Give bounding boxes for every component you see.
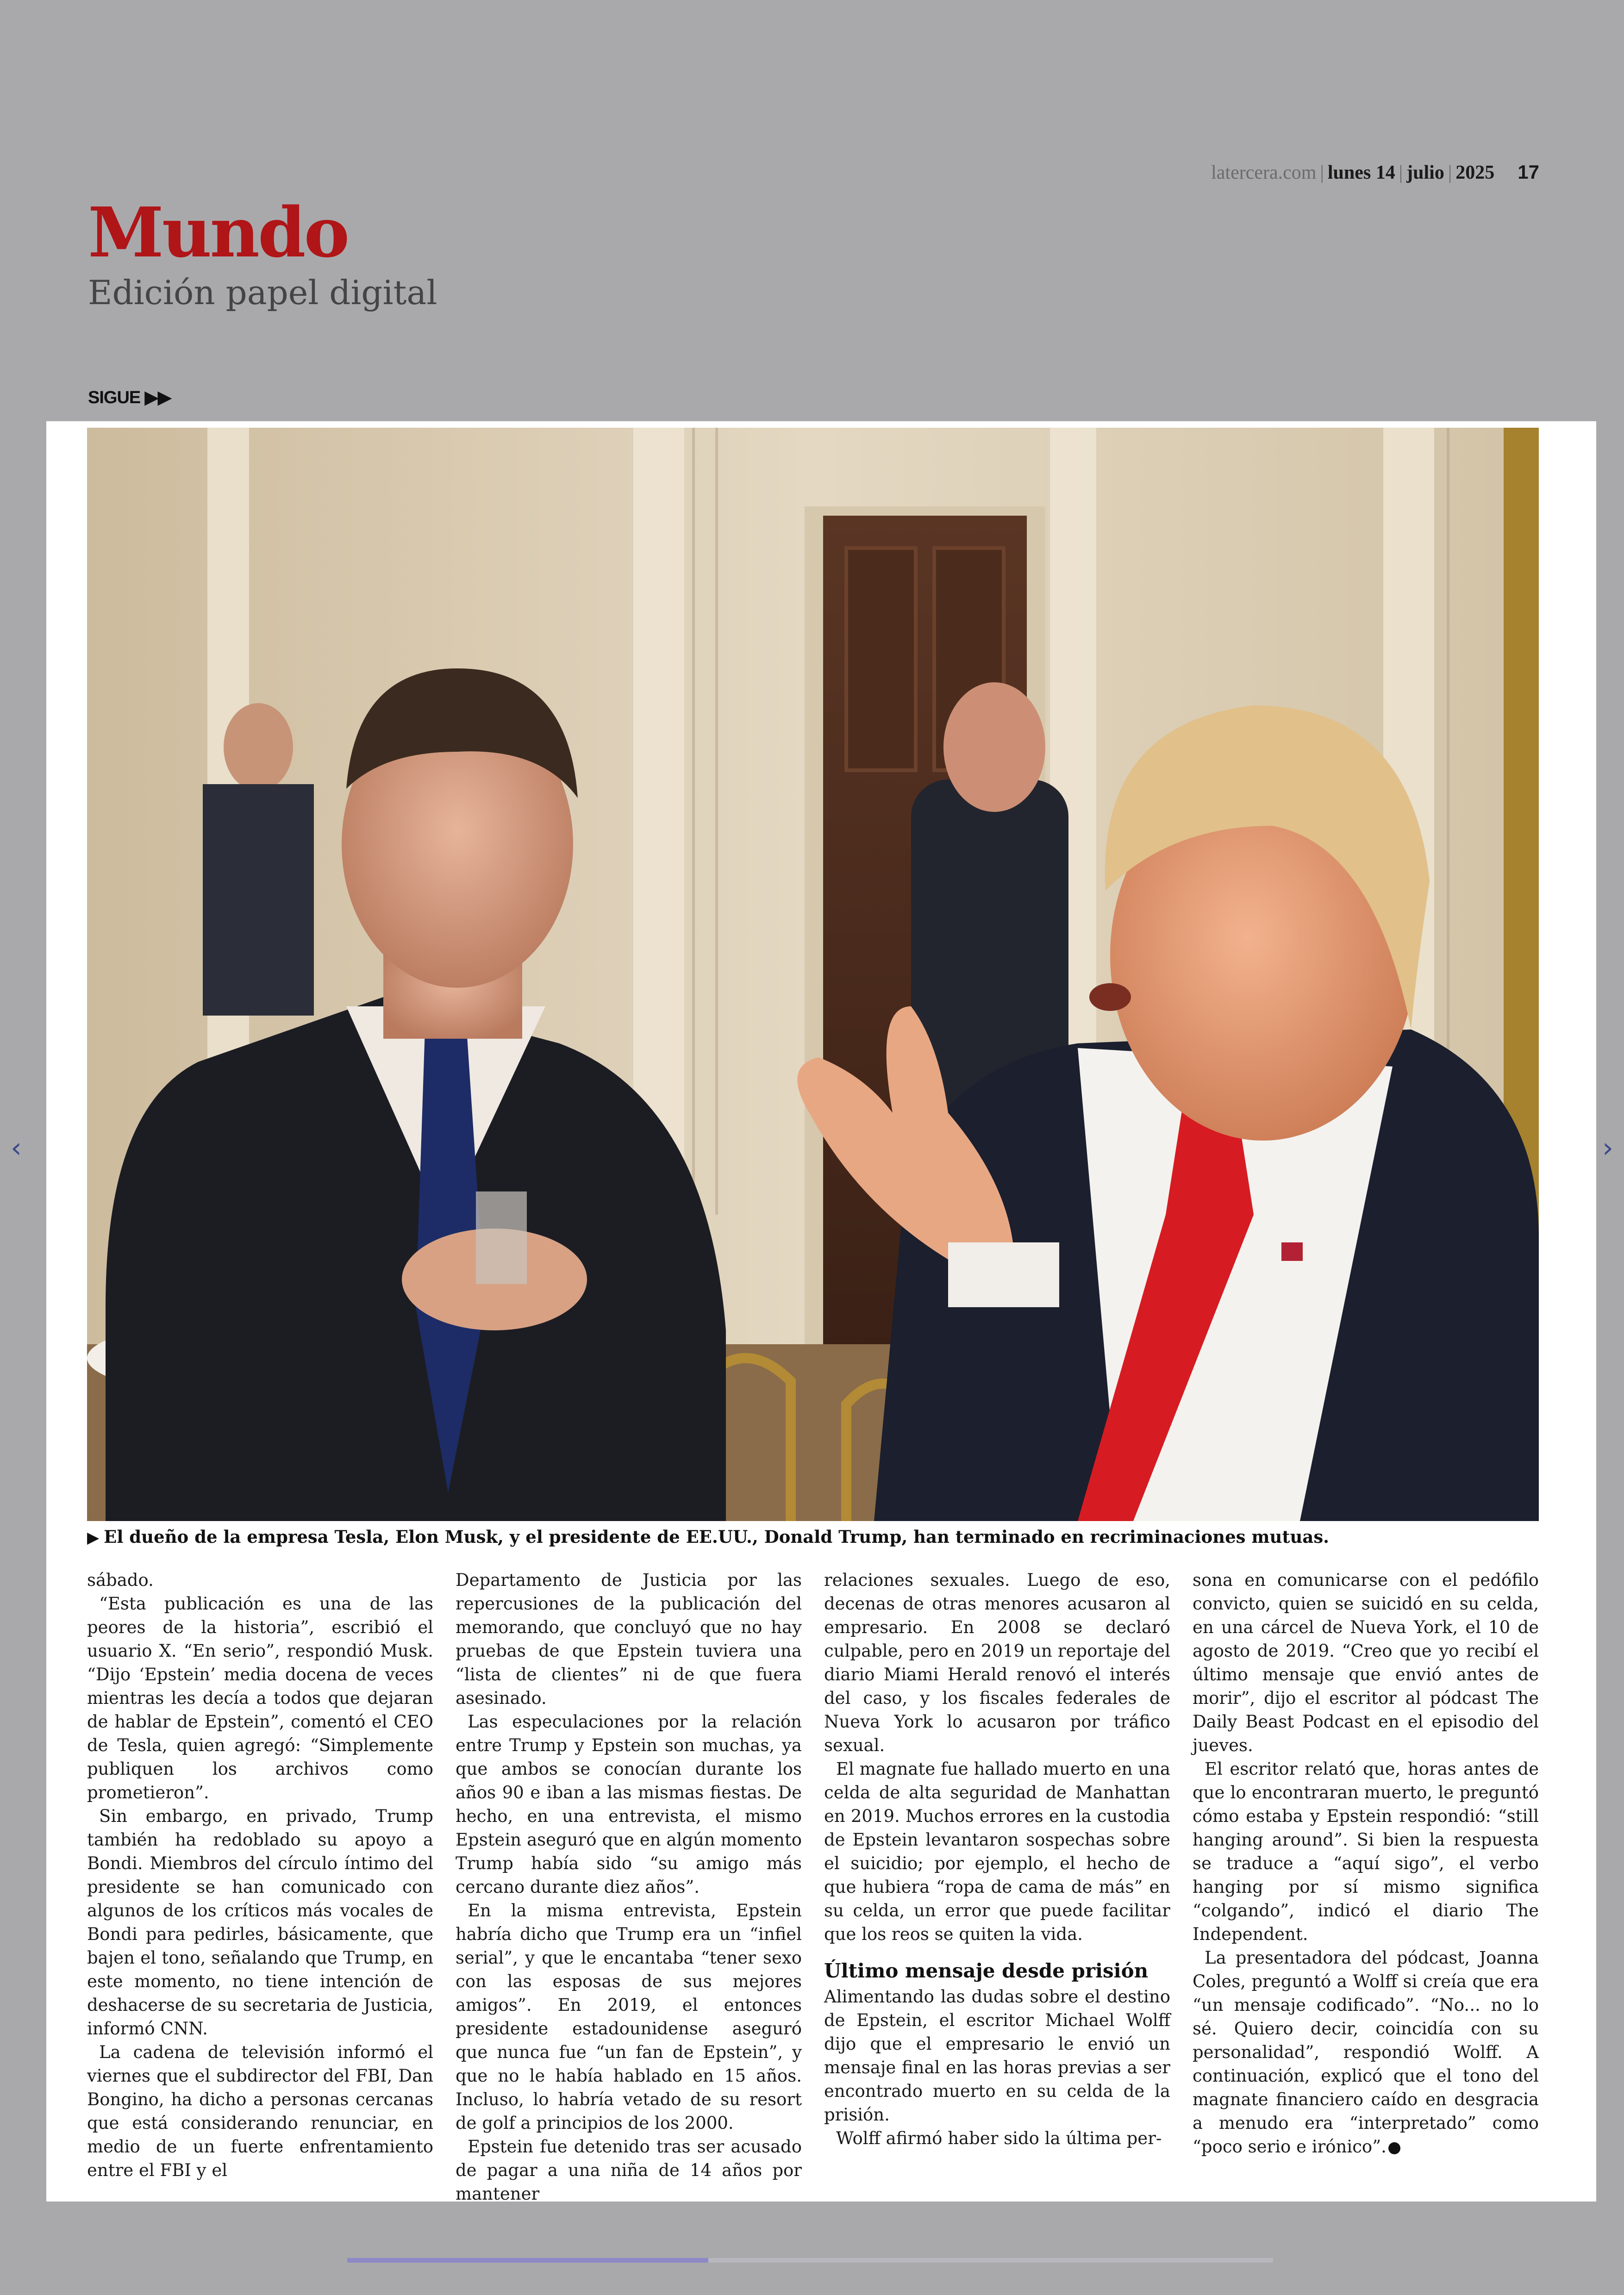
paragraph: Epstein fue detenido tras ser acusado de pagar a una niña de 14 años por mantener xyxy=(456,2137,802,2204)
previous-page-button[interactable] xyxy=(2,1129,30,1166)
article-column-4 xyxy=(1193,1568,1539,2206)
photo-illustration xyxy=(87,428,1539,1521)
section-subtitle: Edición papel digital xyxy=(88,273,437,312)
page-header-dateline: latercera.com | lunes 14 | julio | 2025 17 xyxy=(1211,161,1539,183)
header-day: lunes 14 xyxy=(1327,162,1395,183)
article-column-3 xyxy=(824,1568,1170,2206)
paragraph: Wolff afirmó haber sido la última per- xyxy=(836,2128,1162,2148)
subheading: Último mensaje desde prisión xyxy=(824,1959,1149,1982)
reading-progress-bar[interactable] xyxy=(347,2258,1273,2263)
paragraph: En la misma entrevista, Epstein habría dicho que Trump era un “infiel serial”, y que le encantaba “tener sexo con las esposas de sus mejores amigos”. En 2019, el entonces presidente estadounidense aseguró que nunca fue “un fan de Epstein”, y que no le había hablado en 15 años. Incluso, lo habría vetado de su resort de golf a principios de los 2000. xyxy=(456,1901,802,2133)
newspaper-page xyxy=(46,421,1596,2204)
photo-caption xyxy=(87,1527,1559,1547)
paragraph: “Esta publicación es una de las peores de la historia”, escribió el usuario X. “En serio”, respondió Musk. “Dijo ‘Epstein’ media docena de veces mientras les decía a todos que dejaran de hablar de Epstein”, comentó el CEO de Tesla, quien agregó: “Simplemente publiquen los archivos como prometieron”. xyxy=(87,1594,433,1802)
chevron-right-icon: › xyxy=(1602,1132,1613,1164)
caption-triangle-icon: ▶ xyxy=(87,1528,100,1547)
paragraph: Alimentando las dudas sobre el destino de Epstein, el escritor Michael Wolff dijo que el empresario le envió un mensaje final en las horas previas a ser encontrado muerto en su celda de la prisión. xyxy=(824,1987,1170,2125)
header-month: julio xyxy=(1406,162,1444,183)
paragraph: La cadena de televisión informó el viernes que el subdirector del FBI, Dan Bongino, ha dicho a personas cercanas que está considerando renunciar, en medio de un fuerte enfrentamiento entre el FBI y el xyxy=(87,2042,433,2180)
paragraph: Las especulaciones por la relación entre Trump y Epstein son muchas, ya que ambos se conocían durante los años 90 e iban a las mismas fiestas. De hecho, en una entrevista, el mismo Epstein aseguró que en algún momento Trump había sido “su amigo más cercano durante diez años”. xyxy=(456,1712,802,1897)
article-column-2 xyxy=(456,1568,802,2206)
paragraph: Departamento de Justicia por las repercusiones de la publicación del memorando, que concluyó que no hay pruebas de que Epstein tuviera una “lista de clientes” ni de que fuera asesinado. xyxy=(456,1570,802,1708)
paragraph: sábado. xyxy=(87,1570,154,1590)
header-year: 2025 xyxy=(1455,162,1495,183)
paragraph xyxy=(1193,1946,1539,2158)
site-name: latercera.com xyxy=(1211,162,1317,183)
paragraph: Sin embargo, en privado, Trump también ha redoblado su apoyo a Bondi. Miembros del círculo íntimo del presidente se han comunicado con algunos de los críticos más vocales de Bondi para pedirles, básicamente, que bajen el tono, señalando que Trump, en este momento, no tiene intención de deshacerse de su secretaria de Justicia, informó CNN. xyxy=(87,1806,433,2039)
paragraph: relaciones sexuales. Luego de eso, decenas de otras menores acusaron al empresario. En 2008 se declaró culpable, pero en 2019 un reportaje del diario Miami Herald renovó el interés del caso, y los fiscales federales de Nueva York lo acusaron por tráfico sexual. xyxy=(824,1570,1170,1755)
paragraph: sona en comunicarse con el pedófilo convicto, quien se suicidó en su celda, en una cárcel de Nueva York, el 10 de agosto de 2019. “Creo que yo recibí el último mensaje que envió antes de morir”, dijo el escritor al pódcast The Daily Beast Podcast en el episodio del jueves. xyxy=(1193,1570,1539,1755)
paragraph: El magnate fue hallado muerto en una celda de alta seguridad de Manhattan en 2019. Muchos errores en la custodia de Epstein levantaron sospechas sobre el suicidio; por ejemplo, el hecho de que hubiera “ropa de cama de más” en su celda, un error que puede facilitar que los reos se quiten la vida. xyxy=(824,1759,1170,1944)
next-page-button[interactable] xyxy=(1594,1129,1622,1166)
end-of-article-icon xyxy=(1388,2142,1400,2154)
chevron-left-icon: ‹ xyxy=(11,1132,22,1164)
reading-progress-fill xyxy=(347,2258,708,2263)
section-title: Mundo xyxy=(88,192,348,273)
continue-label: SIGUE ▶▶ xyxy=(88,388,171,407)
article-column-1 xyxy=(87,1568,433,2206)
page-number: 17 xyxy=(1518,161,1539,183)
paragraph-text: La presentadora del pódcast, Joanna Coles, preguntó a Wolff si creía que era “un mensaje codificado”. “No... no lo sé. Quiero decir, coincidía con su personalidad”, respondió Wolff. A continuación, explicó que el tono del magnate financiero caído en desgracia a menudo era “interpretado” como “poco serio e irónico”. xyxy=(1193,1948,1539,2157)
paragraph: El escritor relató que, horas antes de que lo encontraran muerto, le preguntó cómo estaba y Epstein respondió: “still hanging around”. Si bien la respuesta se traduce a “aquí sigo”, el verbo hanging por sí mismo significa “colgando”, indicó el diario The Independent. xyxy=(1193,1759,1539,1944)
caption-text: El dueño de la empresa Tesla, Elon Musk, y el presidente de EE.UU., Donald Trump, han terminado en recriminaciones mutuas. xyxy=(104,1527,1330,1547)
article-body xyxy=(87,1568,1539,2206)
news-photo xyxy=(87,428,1539,1521)
